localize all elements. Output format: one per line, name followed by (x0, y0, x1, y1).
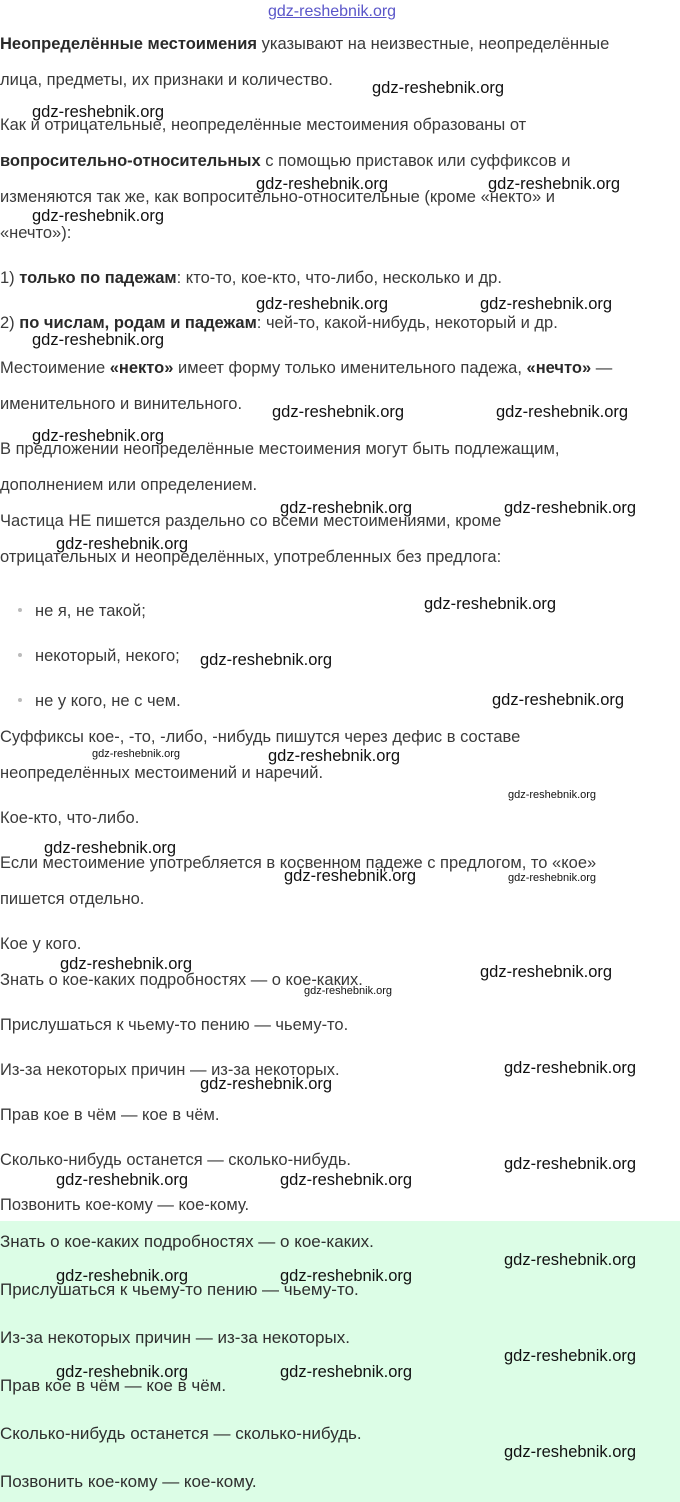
watermark: gdz-reshebnik.org (284, 867, 417, 885)
theory-p1-line1: Неопределённые местоимения указывают на неизвестные, неопределённые (0, 35, 610, 53)
watermark: gdz-reshebnik.org (424, 595, 557, 613)
bullet-item: не у кого, не с чем. (18, 691, 181, 711)
theory-p3-line2: именительного и винительного. (0, 395, 243, 413)
theory-p7-example: Кое у кого. (0, 935, 82, 953)
watermark: gdz-reshebnik.org (504, 499, 637, 517)
watermark: gdz-reshebnik.org (508, 872, 597, 884)
exercise-line: Позвонить кое-кому — кое-кому. (0, 1196, 250, 1214)
watermark: gdz-reshebnik.org (508, 789, 597, 801)
bullet-dot-icon (18, 608, 22, 612)
watermark: gdz-reshebnik.org (256, 175, 389, 193)
watermark: gdz-reshebnik.org (280, 1363, 413, 1381)
theory-p6-example: Кое-кто, что-либо. (0, 809, 140, 827)
watermark: gdz-reshebnik.org (488, 175, 621, 193)
watermark: gdz-reshebnik.org (280, 499, 413, 517)
bullet-item: некоторый, некого; (18, 646, 180, 666)
theory-p6-line2: неопределённых местоимений и наречий. (0, 764, 324, 782)
watermark: gdz-reshebnik.org (32, 331, 165, 349)
watermark: gdz-reshebnik.org (56, 535, 189, 553)
exercise-line: Сколько-нибудь останется — сколько-нибудь. (0, 1151, 351, 1169)
watermark: gdz-reshebnik.org (272, 403, 405, 421)
watermark: gdz-reshebnik.org (304, 985, 393, 997)
theory-p7-line2: пишется отдельно. (0, 890, 145, 908)
watermark: gdz-reshebnik.org (480, 963, 613, 981)
theory-p4-line2: дополнением или определением. (0, 476, 258, 494)
theory-p2-line1: Как и отрицательные, неопределённые местоимения образованы от (0, 116, 527, 134)
exercise-line: Из-за некоторых причин — из-за некоторых. (0, 1061, 340, 1079)
theory-p3-line1: Местоимение «некто» имеет форму только именительного падежа, «нечто» — (0, 359, 613, 377)
watermark: gdz-reshebnik.org (56, 1363, 189, 1381)
answer-line: Сколько-нибудь останется — сколько-нибудь. (0, 1424, 362, 1443)
watermark: gdz-reshebnik.org (92, 748, 181, 760)
watermark: gdz-reshebnik.org (504, 1059, 637, 1077)
watermark: gdz-reshebnik.org (32, 207, 165, 225)
exercise-line: Прислушаться к чьему-то пению — чьему-то. (0, 1016, 349, 1034)
watermark: gdz-reshebnik.org (504, 1251, 637, 1269)
answer-line: Из-за некоторых причин — из-за некоторых. (0, 1328, 350, 1347)
theory-p2-line2: вопросительно-относительных с помощью приставок или суффиксов и (0, 152, 571, 170)
site-header-link[interactable]: gdz-reshebnik.org (268, 3, 397, 20)
bullet-dot-icon (18, 653, 22, 657)
watermark: gdz-reshebnik.org (480, 295, 613, 313)
watermark: gdz-reshebnik.org (32, 103, 165, 121)
theory-p2-line3: изменяются так же, как вопросительно-относительные (кроме «некто» и (0, 188, 555, 206)
answer-line: Прав кое в чём — кое в чём. (0, 1376, 227, 1395)
watermark: gdz-reshebnik.org (256, 295, 389, 313)
exercise-line: Прав кое в чём — кое в чём. (0, 1106, 220, 1124)
watermark: gdz-reshebnik.org (60, 955, 193, 973)
watermark: gdz-reshebnik.org (504, 1443, 637, 1461)
theory-p5-line1: Частица НЕ пишется раздельно со всеми местоимениями, кроме (0, 512, 502, 530)
watermark: gdz-reshebnik.org (56, 1171, 189, 1189)
watermark: gdz-reshebnik.org (496, 403, 629, 421)
theory-p1-line2: лица, предметы, их признаки и количество. (0, 71, 333, 89)
theory-p7-line1: Если местоимение употребляется в косвенном падеже с предлогом, то «кое» (0, 854, 597, 872)
bullet-dot-icon (18, 698, 22, 702)
watermark: gdz-reshebnik.org (504, 1155, 637, 1173)
theory-p2-line4: «нечто»): (0, 224, 72, 242)
case-item-1: 1) только по падежам: кто-то, кое-кто, что-либо, несколько и др. (0, 269, 502, 287)
exercise-line: Знать о кое-каких подробностях — о кое-каких. (0, 971, 363, 989)
watermark: gdz-reshebnik.org (32, 427, 165, 445)
watermark: gdz-reshebnik.org (280, 1267, 413, 1285)
theory-p4-line1: В предложении неопределённые местоимения могут быть подлежащим, (0, 440, 560, 458)
case-item-2: 2) по числам, родам и падежам: чей-то, какой-нибудь, некоторый и др. (0, 314, 558, 332)
watermark: gdz-reshebnik.org (56, 1267, 189, 1285)
watermark: gdz-reshebnik.org (200, 1075, 333, 1093)
watermark: gdz-reshebnik.org (200, 651, 333, 669)
answer-line: Знать о кое-каких подробностях — о кое-каких. (0, 1232, 374, 1251)
bullet-item: не я, не такой; (18, 601, 146, 621)
theory-p6-line1: Суффиксы кое-, -то, -либо, -нибудь пишутся через дефис в составе (0, 728, 521, 746)
watermark: gdz-reshebnik.org (492, 691, 625, 709)
watermark: gdz-reshebnik.org (504, 1347, 637, 1365)
theory-p5-line2: отрицательных и неопределённых, употребленных без предлога: (0, 548, 502, 566)
answer-line: Позвонить кое-кому — кое-кому. (0, 1472, 257, 1491)
answer-line: Прислушаться к чьему-то пению — чьему-то. (0, 1280, 359, 1299)
watermark: gdz-reshebnik.org (372, 79, 505, 97)
watermark: gdz-reshebnik.org (280, 1171, 413, 1189)
watermark: gdz-reshebnik.org (268, 747, 401, 765)
watermark: gdz-reshebnik.org (44, 839, 177, 857)
